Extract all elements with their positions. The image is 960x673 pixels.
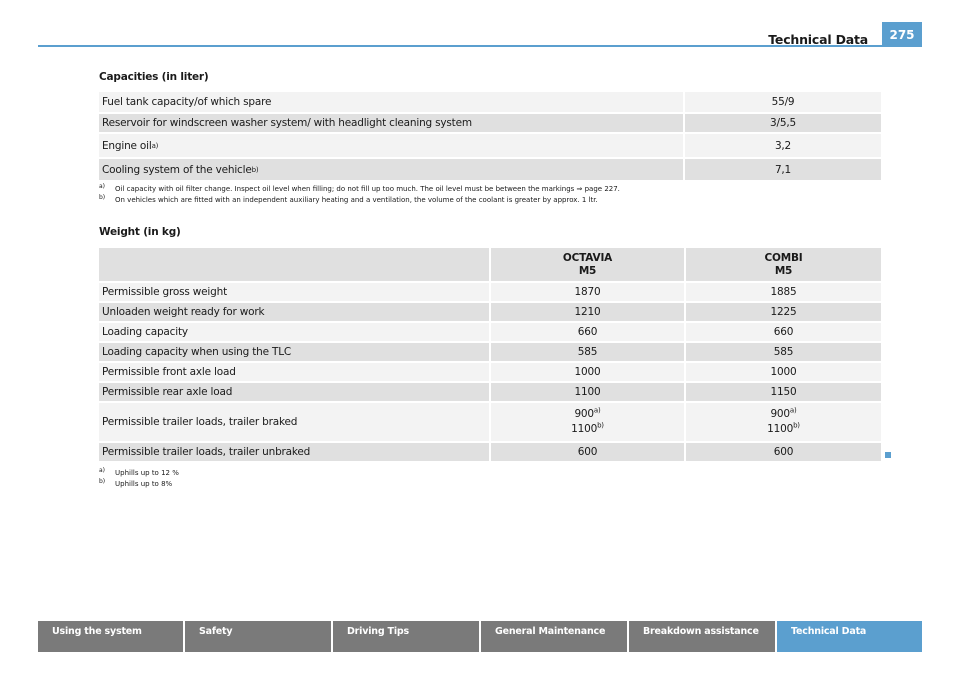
octavia-value: 900$^{a)}$ 1100$^{b)}$: [491, 403, 686, 441]
combi-value: 660: [773, 326, 794, 338]
table-row: [99, 323, 881, 343]
row-label: Loading capacity: [99, 323, 491, 341]
octavia-value: 1100: [491, 383, 686, 401]
combi-value: 1150: [770, 386, 797, 398]
row-label: Permissible rear axle load: [99, 383, 491, 401]
nav-tab-using-the-system[interactable]: Using the system: [38, 621, 185, 652]
column-header-combi: COMBI M5: [764, 251, 803, 277]
footnote-ref: a): [593, 406, 601, 415]
capacities-footnotes: [99, 184, 899, 206]
row-label: Permissible front axle load: [99, 363, 491, 381]
table-row: [99, 114, 881, 134]
table-row: [99, 363, 881, 383]
row-label: Engine oil a): [99, 134, 685, 157]
octavia-value: 600: [491, 443, 686, 461]
footnote-ref: a): [789, 406, 797, 415]
column-header-octavia: OCTAVIA M5: [491, 248, 686, 281]
table-row: [99, 403, 881, 443]
table-row: [99, 443, 881, 463]
combi-value: 1000: [770, 366, 797, 378]
row-label: Loading capacity when using the TLC: [99, 343, 491, 361]
row-value: 7,1: [774, 163, 792, 176]
row-label: Unloaden weight ready for work: [99, 303, 491, 321]
footnote: b) On vehicles which are fitted with an independent auxiliary heating and a ventilation, the volume of the coolant is greater by approx. 1 ltr.: [99, 194, 598, 204]
combi-value: 1885: [770, 286, 797, 298]
weight-table: [99, 248, 881, 463]
row-label: Fuel tank capacity/of which spare: [99, 92, 685, 112]
combi-value: 1225: [770, 306, 797, 318]
footnote: a) Oil capacity with oil filter change. Inspect oil level when filling; do not fill up too much. The oil level must be between the markings ⇒ page 227.: [99, 183, 620, 193]
chapter-nav: [38, 621, 922, 652]
octavia-value: 660: [491, 323, 686, 341]
table-row: [99, 159, 881, 182]
nav-tab-safety[interactable]: Safety: [185, 621, 333, 652]
combi-value: 585: [773, 346, 794, 358]
weight-footnotes: [99, 468, 399, 490]
row-value: 3,2: [774, 139, 792, 152]
page-number: 275: [882, 22, 922, 47]
section-end-marker: [885, 452, 891, 458]
nav-tab-driving-tips[interactable]: Driving Tips: [333, 621, 481, 652]
table-header-row: [99, 248, 881, 283]
capacities-table: [99, 92, 881, 182]
table-row: [99, 343, 881, 363]
nav-tab-technical-data[interactable]: Technical Data: [777, 621, 922, 652]
table-row: [99, 134, 881, 159]
footnote-ref: b): [793, 421, 800, 430]
combi-value: 600: [773, 446, 794, 458]
combi-value: 900$^{a)}$ 1100$^{b)}$: [767, 406, 800, 435]
row-label: Permissible gross weight: [99, 283, 491, 301]
page-title: Technical Data: [768, 32, 868, 47]
row-label: Reservoir for windscreen washer system/ with headlight cleaning system: [99, 114, 685, 132]
nav-tab-general-maintenance[interactable]: General Maintenance: [481, 621, 629, 652]
octavia-value: 1000: [491, 363, 686, 381]
row-label: Cooling system of the vehicle b): [99, 159, 685, 180]
row-label: Permissible trailer loads, trailer unbraked: [99, 443, 491, 461]
weight-title: Weight (in kg): [99, 226, 181, 238]
footnote-ref: b): [597, 421, 604, 430]
table-row: [99, 383, 881, 403]
nav-tab-breakdown-assistance[interactable]: Breakdown assistance: [629, 621, 777, 652]
octavia-value: 1870: [491, 283, 686, 301]
footnote: a) Uphills up to 12 %: [99, 467, 179, 477]
row-value: 3/5,5: [770, 117, 796, 129]
octavia-value: 1210: [491, 303, 686, 321]
octavia-value: 585: [491, 343, 686, 361]
row-value: 55/9: [771, 96, 795, 108]
table-row: [99, 303, 881, 323]
table-row: [99, 283, 881, 303]
footnote: b) Uphills up to 8%: [99, 478, 173, 488]
capacities-title: Capacities (in liter): [99, 71, 209, 83]
row-label: Permissible trailer loads, trailer braked: [99, 403, 491, 441]
table-row: [99, 92, 881, 114]
